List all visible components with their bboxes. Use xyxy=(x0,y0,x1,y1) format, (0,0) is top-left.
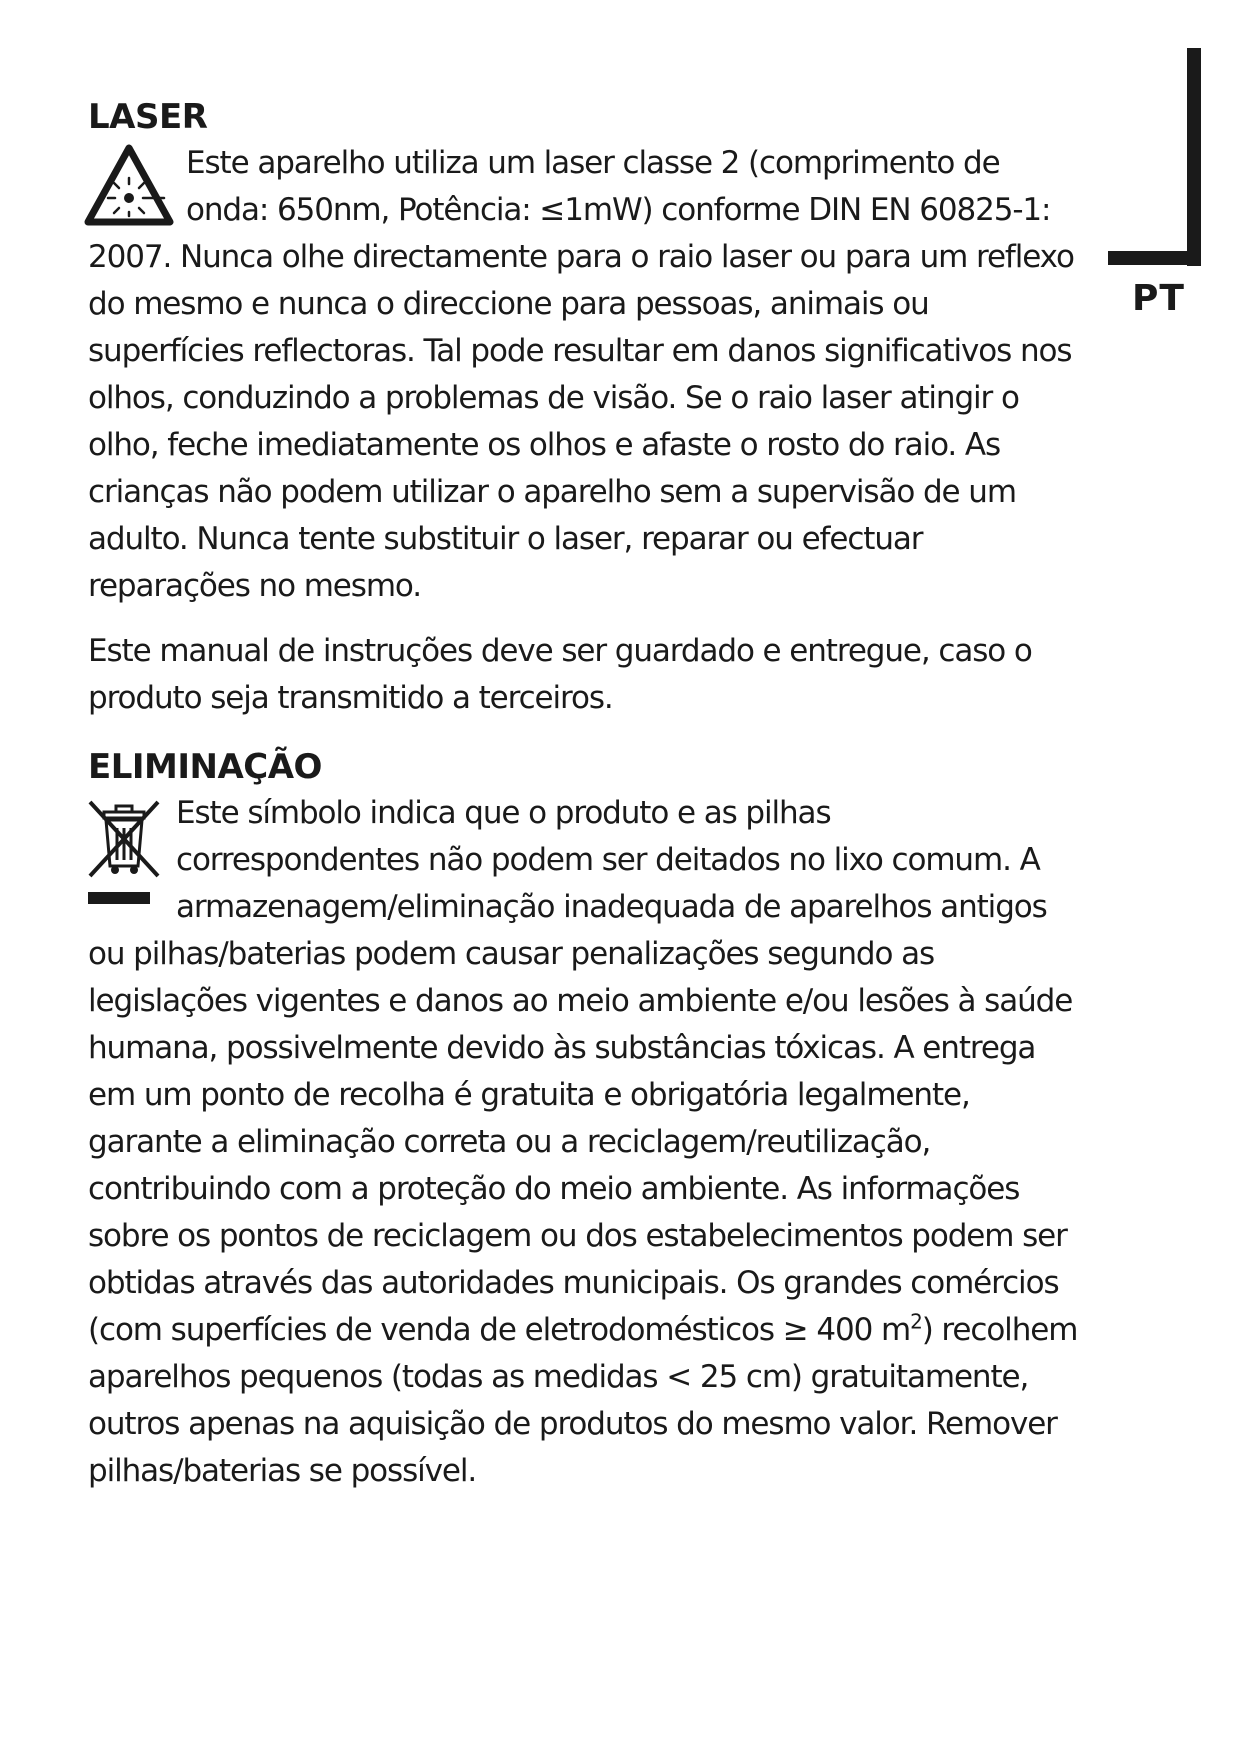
corner-horizontal-bar xyxy=(1108,251,1201,265)
disposal-paragraph-wrapper xyxy=(88,790,1078,1495)
manual-note-text: Este manual de instruções deve ser guardado e entregue, caso o produto seja transmitido a terceiros. xyxy=(88,633,1032,716)
disposal-heading: ELIMINAÇÃO xyxy=(88,747,322,787)
disposal-section xyxy=(88,744,1078,1495)
laser-warning-icon xyxy=(84,144,174,228)
disposal-text-tail: ) recolhem aparelhos pequenos (todas as medidas < 25 cm) gratuitamente, outros apenas na aquisição de produtos do mesmo valor. Remover pilhas/baterias se possível. xyxy=(88,1312,1078,1489)
corner-vertical-bar xyxy=(1187,48,1201,266)
disposal-text-main: Este símbolo indica que o produto e as pilhas correspondentes não podem ser deitados no lixo comum. A armazenagem/eliminação inadequada de aparelhos antigos ou pilhas/baterias podem causar penalizações segundo as legislações vigentes e danos ao meio ambiente e/ou lesões à saúde humana, possivelmente devido às substâncias tóxicas. A entrega em um ponto de recolha é gratuita e obrigatória legalmente, garante a eliminação correta ou a reciclagem/reutilização, contribuindo com a proteção do meio ambiente. As informações sobre os pontos de reciclagem ou dos estabelecimentos podem ser obtidas através das autoridades municipais. Os grandes comércios (com superfícies de venda de eletrodomésticos ≥ 400 m xyxy=(88,795,1073,1348)
crossed-bin-icon xyxy=(84,798,164,916)
main-content xyxy=(88,94,1078,1495)
superscript-two: 2 xyxy=(910,1309,922,1334)
laser-section xyxy=(88,94,1078,610)
language-code: PT xyxy=(1132,278,1185,319)
laser-text: Este aparelho utiliza um laser classe 2 (comprimento de onda: 650nm, Potência: ≤1mW) conforme DIN EN 60825-1: 2007. Nunca olhe directamente para o raio laser ou para um reflexo do mesmo e nunca o direccione para pessoas, animais ou superfícies reflectoras. Tal pode resultar em danos significativos nos olhos, conduzindo a problemas de visão. Se o raio laser atingir o olho, feche imediatamente os olhos e afaste o rosto do raio. As crianças não podem utilizar o aparelho sem a supervisão de um adulto. Nunca tente substituir o laser, reparar ou efectuar reparações no mesmo. xyxy=(88,145,1074,604)
laser-paragraph-wrapper xyxy=(88,140,1078,610)
laser-heading: LASER xyxy=(88,97,208,137)
language-corner-mark xyxy=(1108,48,1208,266)
disposal-text xyxy=(88,790,1078,1495)
